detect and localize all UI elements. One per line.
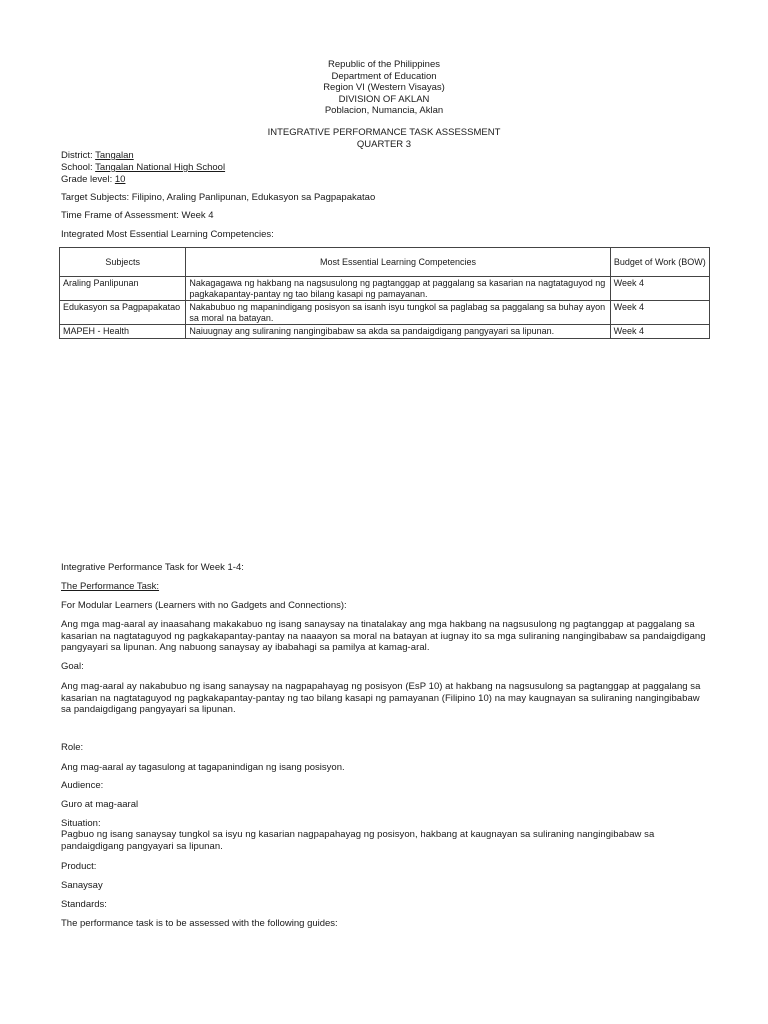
product-label: Product:: [61, 861, 97, 872]
audience-text: Guro at mag-aaral: [61, 799, 139, 810]
header-line: DIVISION OF AKLAN: [338, 93, 430, 105]
bow-cell: Week 4: [610, 325, 709, 339]
document-title: INTEGRATIVE PERFORMANCE TASK ASSESSMENT: [267, 127, 501, 138]
bow-cell: Week 4: [610, 301, 709, 325]
role-text: Ang mag-aaral ay tagasulong at tagapanindigan ng isang posisyon.: [61, 762, 345, 773]
performance-task-label: The Performance Task:: [61, 581, 160, 592]
district-line: [61, 150, 134, 162]
table-header-row: [60, 248, 710, 277]
title-block: [0, 127, 768, 150]
situation-text: Pagbuo ng isang sanaysay tungkol sa isyu ng kasarian nagpapahayag ng posisyon, hakbang at kaugnayan sa suliraning nangingibabaw sa pandaigdigang pangyayari sa lipunan.: [61, 829, 655, 852]
product-text: Sanaysay: [61, 880, 103, 891]
bow-cell: Week 4: [610, 277, 709, 301]
grade-label: Grade level:: [61, 174, 115, 185]
table-header-cell: Subjects: [60, 248, 186, 277]
grade-line: [61, 174, 125, 186]
quarter-label: QUARTER 3: [356, 138, 412, 150]
competency-cell: Naiuugnay ang suliraning nangingibabaw sa akda sa pandaigdigang pangyayari sa lipunan.: [186, 325, 610, 339]
table-row: [60, 325, 710, 339]
header-line: Department of Education: [331, 70, 437, 82]
competency-cell: Nakabubuo ng mapanindigang posisyon sa isanh isyu tungkol sa paglabag sa paggalang sa buhay ayon sa moral na batayan.: [186, 301, 610, 325]
subject-cell: Araling Panlipunan: [60, 277, 186, 301]
table-row: [60, 277, 710, 301]
header-block: [0, 59, 768, 117]
role-label: Role:: [61, 742, 84, 753]
header-line: Republic of the Philippines: [328, 59, 440, 70]
standards-label: Standards:: [61, 899, 107, 910]
competencies-heading: Integrated Most Essential Learning Competencies:: [61, 229, 274, 240]
school-line: [61, 162, 225, 174]
district-label: District:: [61, 150, 96, 161]
situation-label: Situation:: [61, 818, 101, 829]
standards-text: The performance task is to be assessed with the following guides:: [61, 918, 338, 929]
school-value: Tangalan National High School: [95, 162, 226, 173]
table-header-cell: Most Essential Learning Competencies: [186, 248, 610, 277]
district-value: Tangalan: [95, 150, 134, 161]
table-header-cell: Budget of Work (BOW): [610, 248, 709, 277]
header-line: Poblacion, Numancia, Aklan: [324, 105, 444, 116]
task-heading: Integrative Performance Task for Week 1-4:: [61, 562, 244, 573]
audience-label: Audience:: [61, 780, 104, 791]
target-subjects: Target Subjects: Filipino, Araling Panlipunan, Edukasyon sa Pagpapakatao: [61, 192, 376, 203]
modular-text: Ang mga mag-aaral ay inaasahang makakabuo ng isang sanaysay na tinatalakay ang mga hakbang na nagsusulong ng pagtanggap at paggalang sa kasarian na nagtataguyod ng pagkakapantay-pantay na naaayon sa moral na batayan at iugnay ito sa mga suliraning nangingibabaw sa pandaigdigang pangyayari sa lipunan. Ang nabuong sanaysay ay ibabahagi sa pamilya at kamag-aral.: [61, 619, 706, 653]
table-row: [60, 301, 710, 325]
competency-cell: Nakagagawa ng hakbang na nagsusulong ng pagtanggap at paggalang sa kasarian na nagtataguyod ng pagkakapantay-pantay ng tao bilang kasapi ng pamayanan.: [186, 277, 610, 301]
modular-label: For Modular Learners (Learners with no Gadgets and Connections):: [61, 600, 347, 611]
subject-cell: MAPEH - Health: [60, 325, 186, 339]
goal-text: Ang mag-aaral ay nakabubuo ng isang sanaysay na nagpapahayag ng posisyon (EsP 10) at hakbang na nagsusulong sa pagtanggap at paggalang sa kasarian na nagtataguyod ng pagkakapantay-pantay ng tao bilang kasapi ng pamayanan (Filipino 10) na may kaugnayan sa suliraning nangingibabaw sa pandaigdigang pangyayari sa lipunan.: [61, 681, 701, 715]
goal-label: Goal:: [61, 661, 84, 672]
header-line: Region VI (Western Visayas): [323, 82, 445, 93]
school-label: School:: [61, 162, 96, 173]
time-frame: Time Frame of Assessment: Week 4: [61, 210, 214, 221]
subject-cell: Edukasyon sa Pagpapakatao: [60, 301, 186, 325]
competencies-table: [59, 247, 710, 339]
grade-value: 10: [114, 174, 126, 185]
